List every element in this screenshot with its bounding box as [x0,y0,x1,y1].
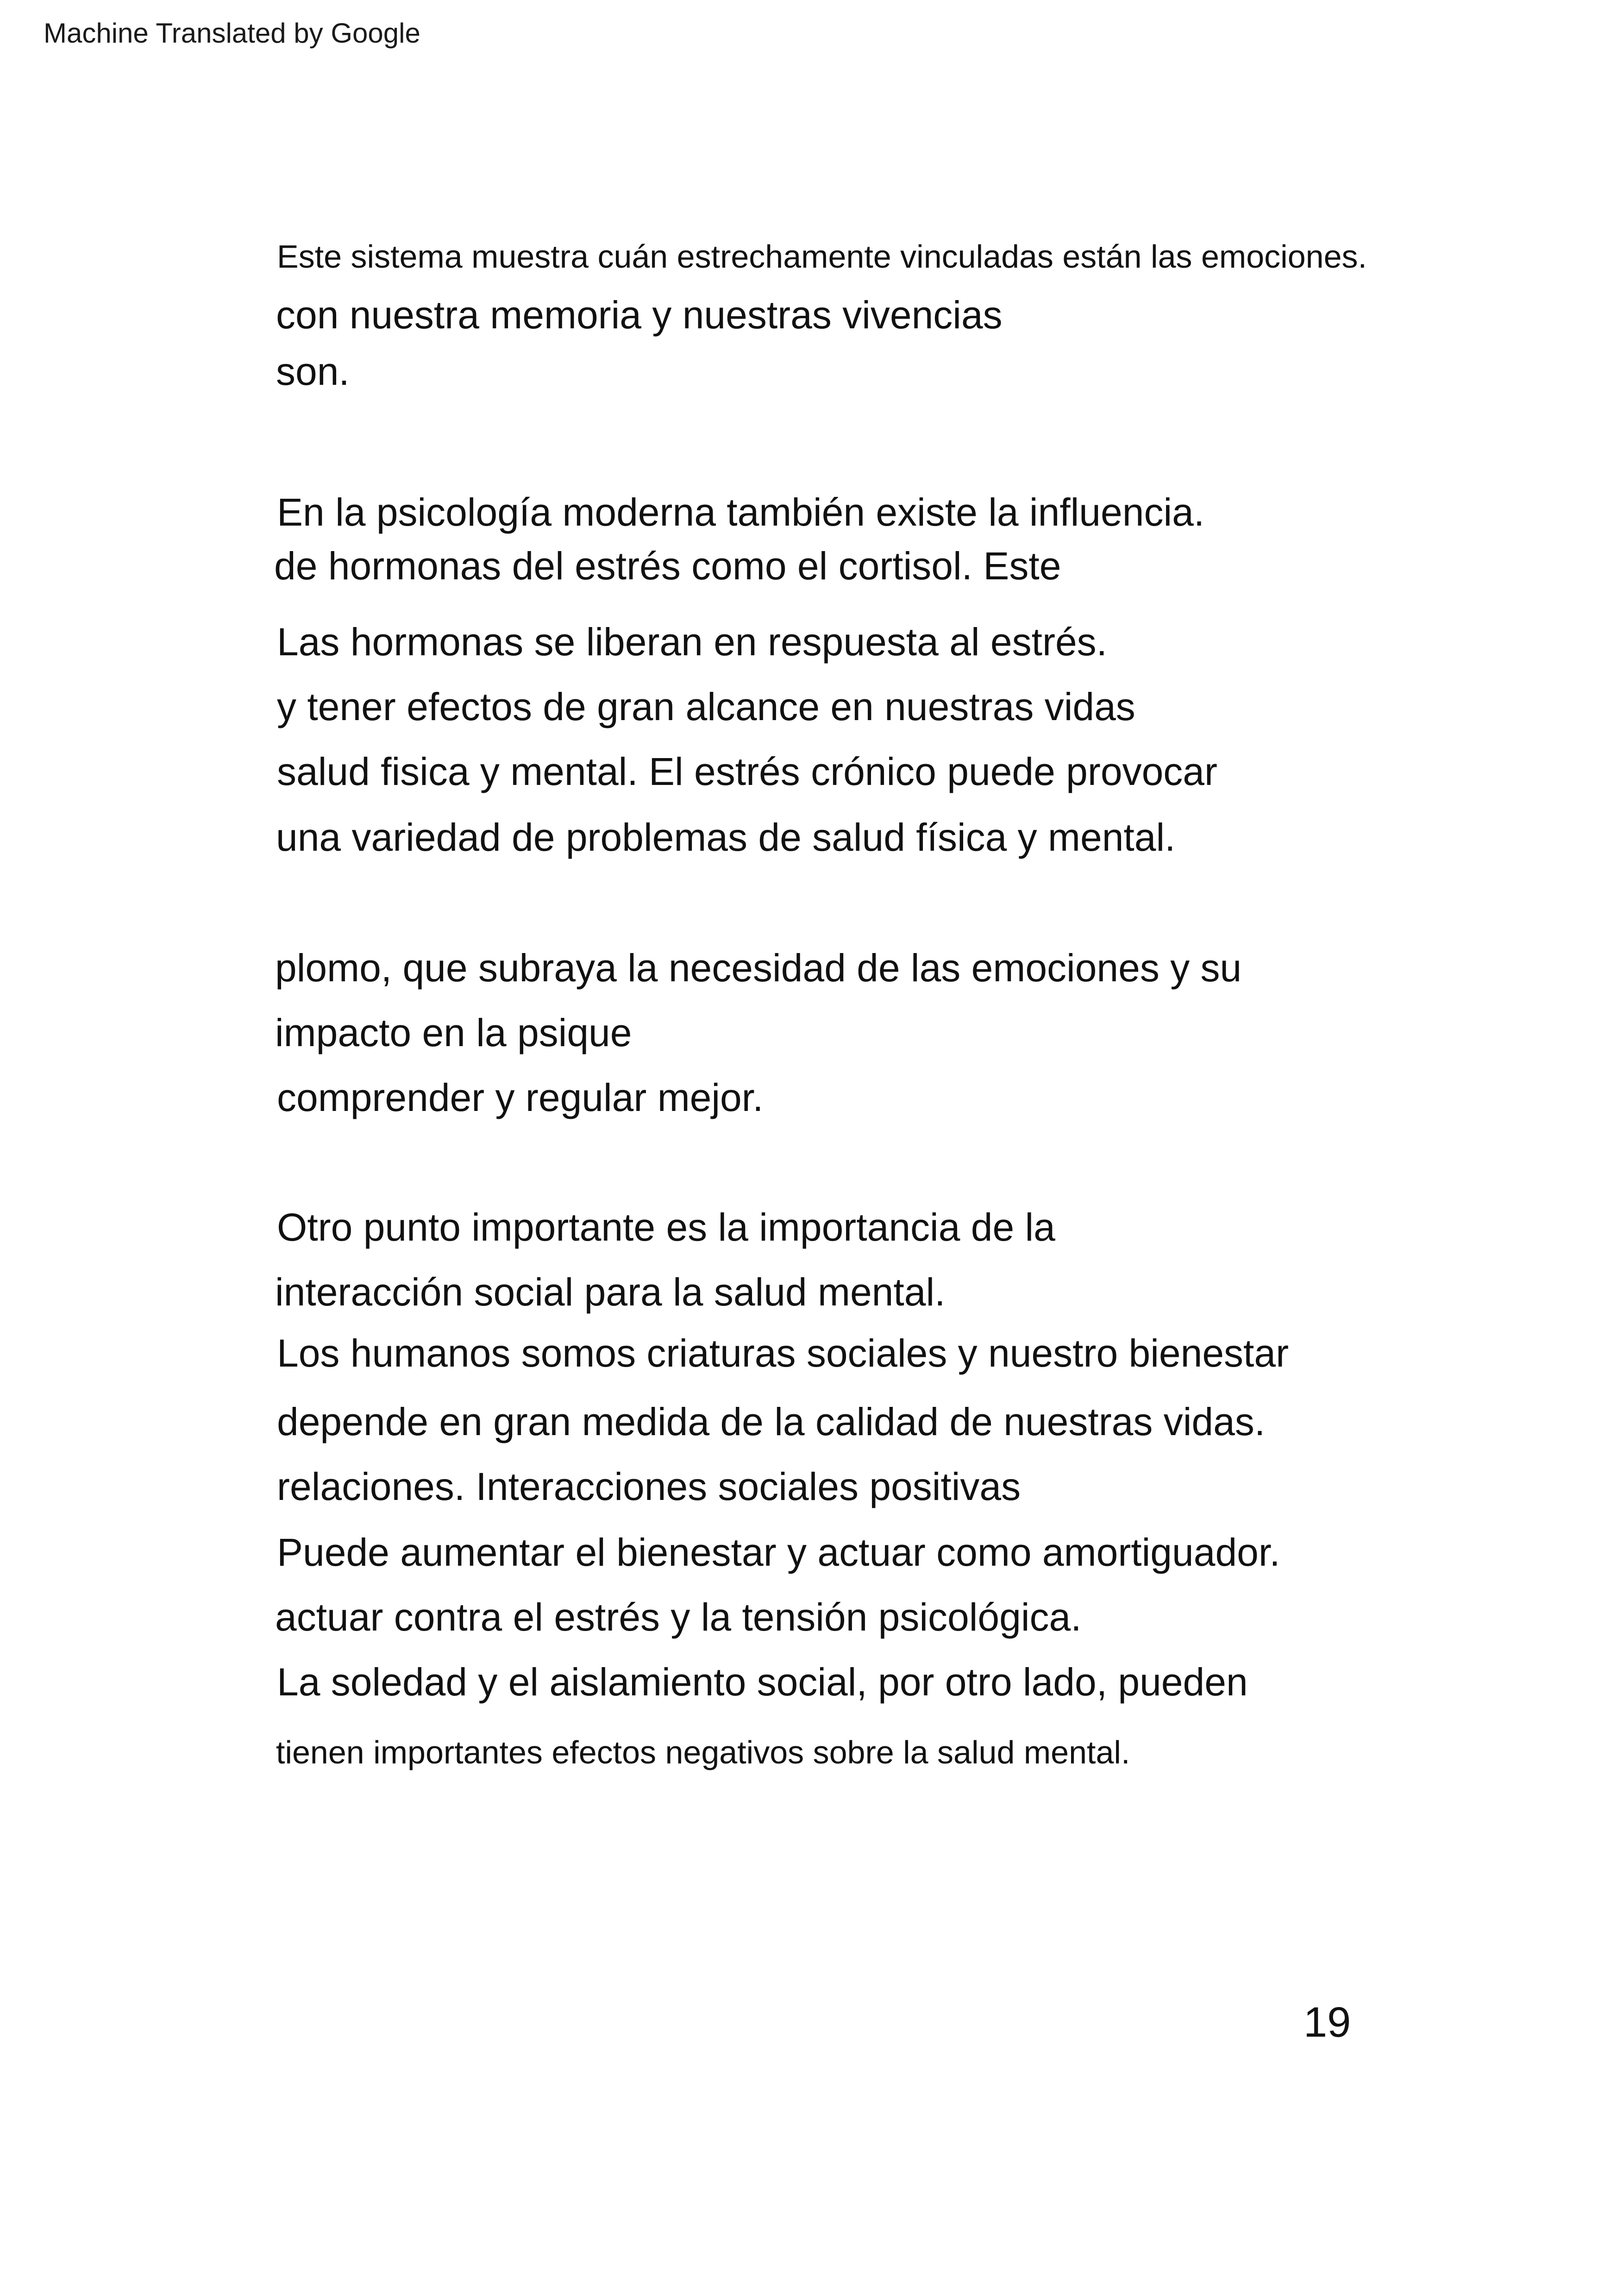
body-line: interacción social para la salud mental. [275,1270,946,1314]
body-line: En la psicología moderna también existe la influencia. [277,490,1205,534]
body-line: Otro punto importante es la importancia de la [277,1205,1055,1249]
body-line: Las hormonas se liberan en respuesta al estrés. [277,620,1107,664]
body-line: actuar contra el estrés y la tensión psicológica. [275,1595,1082,1639]
body-line: salud fisica y mental. El estrés crónico puede provocar [277,750,1217,793]
body-line: depende en gran medida de la calidad de nuestras vidas. [277,1400,1266,1443]
body-line: Este sistema muestra cuán estrechamente vinculadas están las emociones. [277,238,1367,275]
body-line: impacto en la psique [275,1011,632,1054]
body-line: tienen importantes efectos negativos sobre la salud mental. [276,1734,1130,1770]
body-line: de hormonas del estrés como el cortisol. Este [274,544,1061,588]
body-line: comprender y regular mejor. [277,1076,764,1119]
body-line: La soledad y el aislamiento social, por otro lado, pueden [277,1660,1248,1704]
body-line: Los humanos somos criaturas sociales y nuestro bienestar [277,1331,1289,1375]
body-line: Puede aumentar el bienestar y actuar como amortiguador. [277,1531,1280,1574]
body-line: una variedad de problemas de salud física y mental. [276,816,1176,859]
body-line: con nuestra memoria y nuestras vivencias [276,293,1003,337]
body-line: relaciones. Interacciones sociales positivas [277,1465,1021,1508]
machine-translation-notice: Machine Translated by Google [44,18,420,49]
body-line: plomo, que subraya la necesidad de las emociones y su [275,946,1242,990]
body-line: son. [276,350,350,393]
page-number: 19 [1304,1999,1351,2046]
body-line: y tener efectos de gran alcance en nuestras vidas [277,685,1135,728]
